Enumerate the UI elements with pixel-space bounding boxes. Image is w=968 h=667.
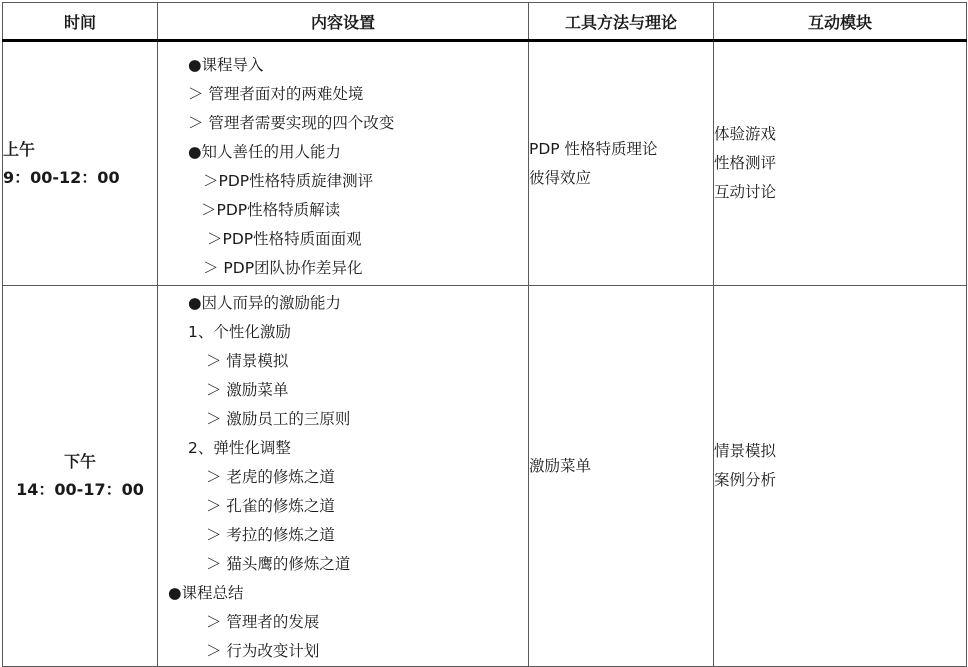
content-item: ＞ 考拉的修炼之道 — [206, 526, 335, 544]
content-item: ●课程导入 — [188, 55, 264, 74]
morning-row — [3, 41, 967, 286]
tool-item: 彼得效应 — [529, 168, 592, 187]
header-tools: 工具方法与理论 — [529, 3, 714, 41]
content-item: 2、弹性化调整 — [188, 439, 291, 457]
content-item: ＞PDP性格特质解读 — [201, 200, 341, 219]
content-item: ＞ PDP团队协作差异化 — [203, 258, 363, 277]
course-schedule-table — [2, 2, 967, 667]
header-content: 内容设置 — [158, 3, 529, 41]
morning-tools-cell — [529, 41, 714, 286]
content-item: ＞ 管理者需要实现的四个改变 — [188, 113, 395, 132]
content-item: ●课程总结 — [168, 584, 244, 602]
morning-time: 9：00-12：00 — [3, 167, 120, 187]
afternoon-tools-cell — [529, 286, 714, 667]
afternoon-content-cell — [158, 286, 529, 667]
afternoon-content-list — [158, 289, 528, 666]
morning-content-list — [158, 51, 528, 283]
content-item: ＞ 激励菜单 — [206, 381, 289, 399]
content-item: ＞PDP性格特质面面观 — [207, 229, 362, 248]
content-item: ＞ 老虎的修炼之道 — [206, 468, 335, 486]
content-item: ＞ 管理者面对的两难处境 — [188, 84, 364, 103]
tool-item: PDP 性格特质理论 — [529, 139, 658, 158]
content-item: 1、个性化激励 — [188, 323, 291, 341]
header-time: 时间 — [3, 3, 158, 41]
morning-time-cell — [3, 41, 158, 286]
content-item: ＞ 行为改变计划 — [206, 642, 320, 660]
interaction-item: 体验游戏 — [714, 125, 777, 143]
morning-content-cell — [158, 41, 529, 286]
tool-item: 激励菜单 — [529, 456, 592, 475]
content-item: ●知人善任的用人能力 — [188, 142, 342, 161]
content-item: ＞ 管理者的发展 — [206, 613, 320, 631]
afternoon-interaction-cell — [714, 286, 967, 667]
interaction-item: 互动讨论 — [714, 183, 777, 201]
content-item: ＞ 情景模拟 — [206, 352, 289, 370]
content-item: ＞ 激励员工的三原则 — [206, 410, 351, 428]
content-item: ＞ 孔雀的修炼之道 — [206, 497, 335, 515]
interaction-item: 情景模拟 — [714, 442, 777, 460]
interaction-item: 性格测评 — [714, 154, 777, 172]
header-row — [3, 3, 967, 41]
morning-label: 上午 — [3, 139, 36, 159]
afternoon-row — [3, 286, 967, 667]
morning-interaction-cell — [714, 41, 967, 286]
interaction-item: 案例分析 — [714, 471, 777, 489]
header-interaction: 互动模块 — [714, 3, 967, 41]
afternoon-label: 下午 — [63, 452, 96, 471]
content-item: ＞PDP性格特质旋律测评 — [203, 171, 374, 190]
afternoon-time-cell — [3, 286, 158, 667]
content-item: ●因人而异的激励能力 — [188, 294, 342, 312]
content-item: ＞ 猫头鹰的修炼之道 — [206, 555, 351, 573]
afternoon-time: 14：00-17：00 — [16, 480, 144, 499]
